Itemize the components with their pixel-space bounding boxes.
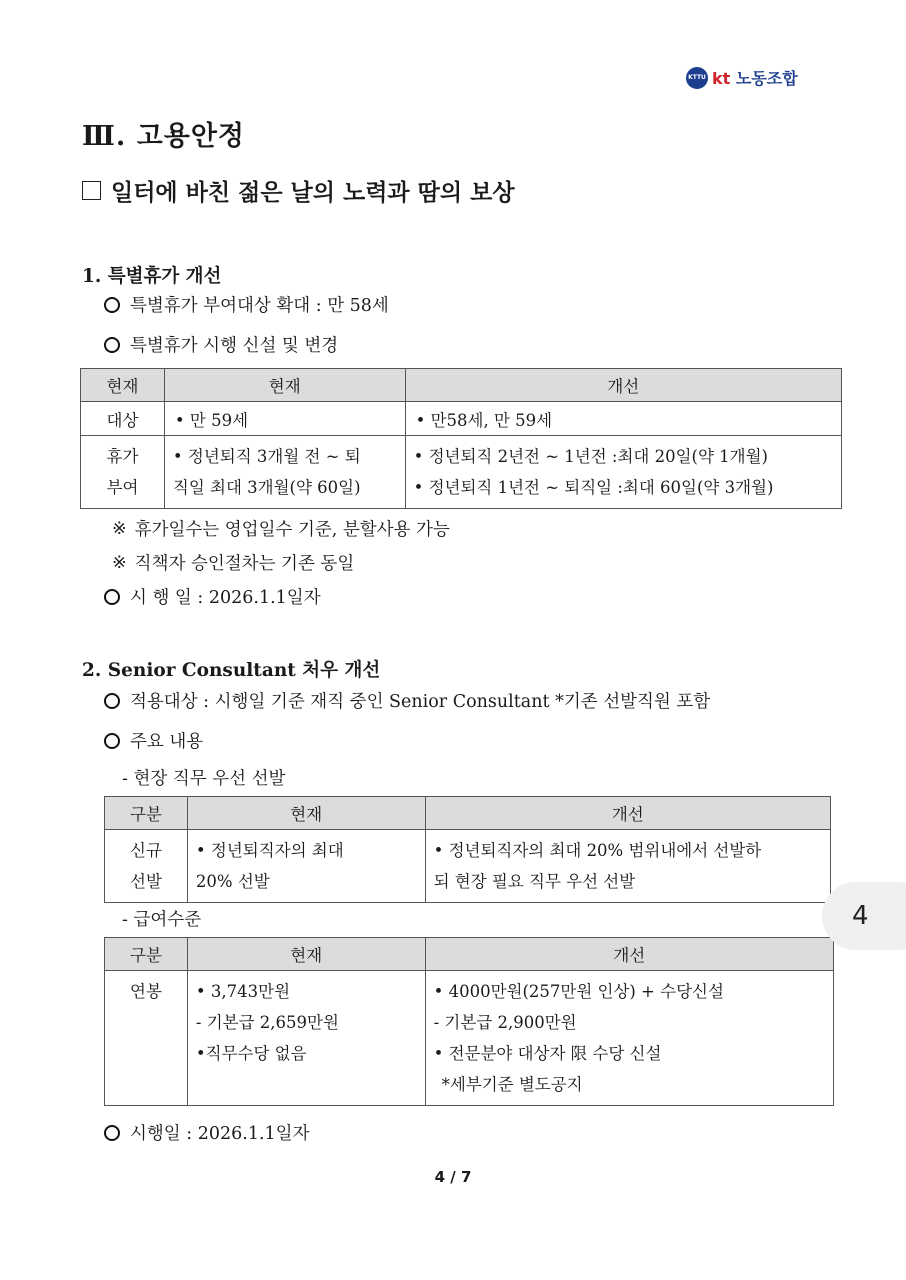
row-label: 휴가 부여: [81, 436, 165, 509]
circle-bullet-icon: [104, 337, 120, 353]
table-cell: • 만58세, 만 59세: [405, 402, 841, 436]
circle-bullet-icon: [104, 693, 120, 709]
item2-sub-heading: - 현장 직무 우선 선발: [122, 769, 286, 789]
table-header: 현재: [187, 797, 425, 830]
table-header: 구분: [105, 938, 188, 971]
item2-heading: 2. Senior Consultant 처우 개선: [82, 660, 381, 681]
circle-bullet-icon: [104, 297, 120, 313]
table-cell: • 4000만원(257만원 인상) + 수당신설 - 기본급 2,900만원 • 전문분야 대상자 限 수당 신설 *세부기준 별도공지: [425, 971, 833, 1106]
table-cell: • 3,743만원 - 기본급 2,659만원 •직무수당 없음: [187, 971, 425, 1106]
item2-main: 주요 내용: [104, 728, 203, 753]
circle-bullet-icon: [104, 1125, 120, 1141]
table-cell: • 정년퇴직 2년전 ~ 1년전 :최대 20일(약 1개월) • 정년퇴직 1년전 ~ 퇴직일 :최대 60일(약 3개월): [405, 436, 841, 509]
item2-target: 적용대상 : 시행일 기준 재직 중인 Senior Consultant *기존 선발직원 포함: [104, 688, 710, 713]
section-title: Ⅲ. 고용안정: [82, 121, 246, 152]
table-header: 개선: [425, 797, 830, 830]
table-header: 구분: [105, 797, 188, 830]
table-cell: • 정년퇴직 3개월 전 ~ 퇴 직일 최대 3개월(약 60일): [164, 436, 405, 509]
row-label: 연봉: [105, 971, 188, 1106]
row-label: 대상: [81, 402, 165, 436]
table-header: 현재: [164, 369, 405, 402]
item2-effective-date: 시행일 : 2026.1.1일자: [104, 1120, 309, 1145]
circle-bullet-icon: [104, 733, 120, 749]
table-header: 개선: [405, 369, 841, 402]
table-header: 현재: [81, 369, 165, 402]
note: ※ 휴가일수는 영업일수 기준, 분할사용 가능: [112, 518, 450, 540]
item1-bullet: 특별휴가 시행 신설 및 변경: [104, 332, 338, 357]
special-leave-table: [80, 368, 842, 509]
page-number: 4 / 7: [434, 1168, 472, 1186]
square-box-icon: [82, 181, 101, 200]
selection-table: [104, 796, 831, 903]
table-cell: • 만 59세: [164, 402, 405, 436]
logo-text: kt 노동조합: [712, 69, 798, 88]
item2-sub-heading: - 급여수준: [122, 910, 202, 930]
note: ※ 직책자 승인절차는 기존 동일: [112, 552, 355, 574]
row-label: 신규 선발: [105, 830, 188, 903]
table-header: 현재: [187, 938, 425, 971]
item1-heading: 1. 특별휴가 개선: [82, 266, 222, 287]
table-header: 개선: [425, 938, 833, 971]
union-emblem-icon: KTTU: [686, 67, 708, 89]
item1-effective-date: 시 행 일 : 2026.1.1일자: [104, 584, 321, 609]
table-cell: • 정년퇴직자의 최대 20% 범위내에서 선발하 되 현장 필요 직무 우선 선발: [425, 830, 830, 903]
kttu-logo: [686, 66, 798, 89]
circle-bullet-icon: [104, 589, 120, 605]
table-cell: • 정년퇴직자의 최대 20% 선발: [187, 830, 425, 903]
item1-bullet: 특별휴가 부여대상 확대 : 만 58세: [104, 292, 389, 317]
subsection-title: 일터에 바친 젊은 날의 노력과 땀의 보상: [82, 174, 515, 207]
salary-table: [104, 937, 834, 1106]
page-indicator-tab[interactable]: 4: [822, 882, 906, 950]
